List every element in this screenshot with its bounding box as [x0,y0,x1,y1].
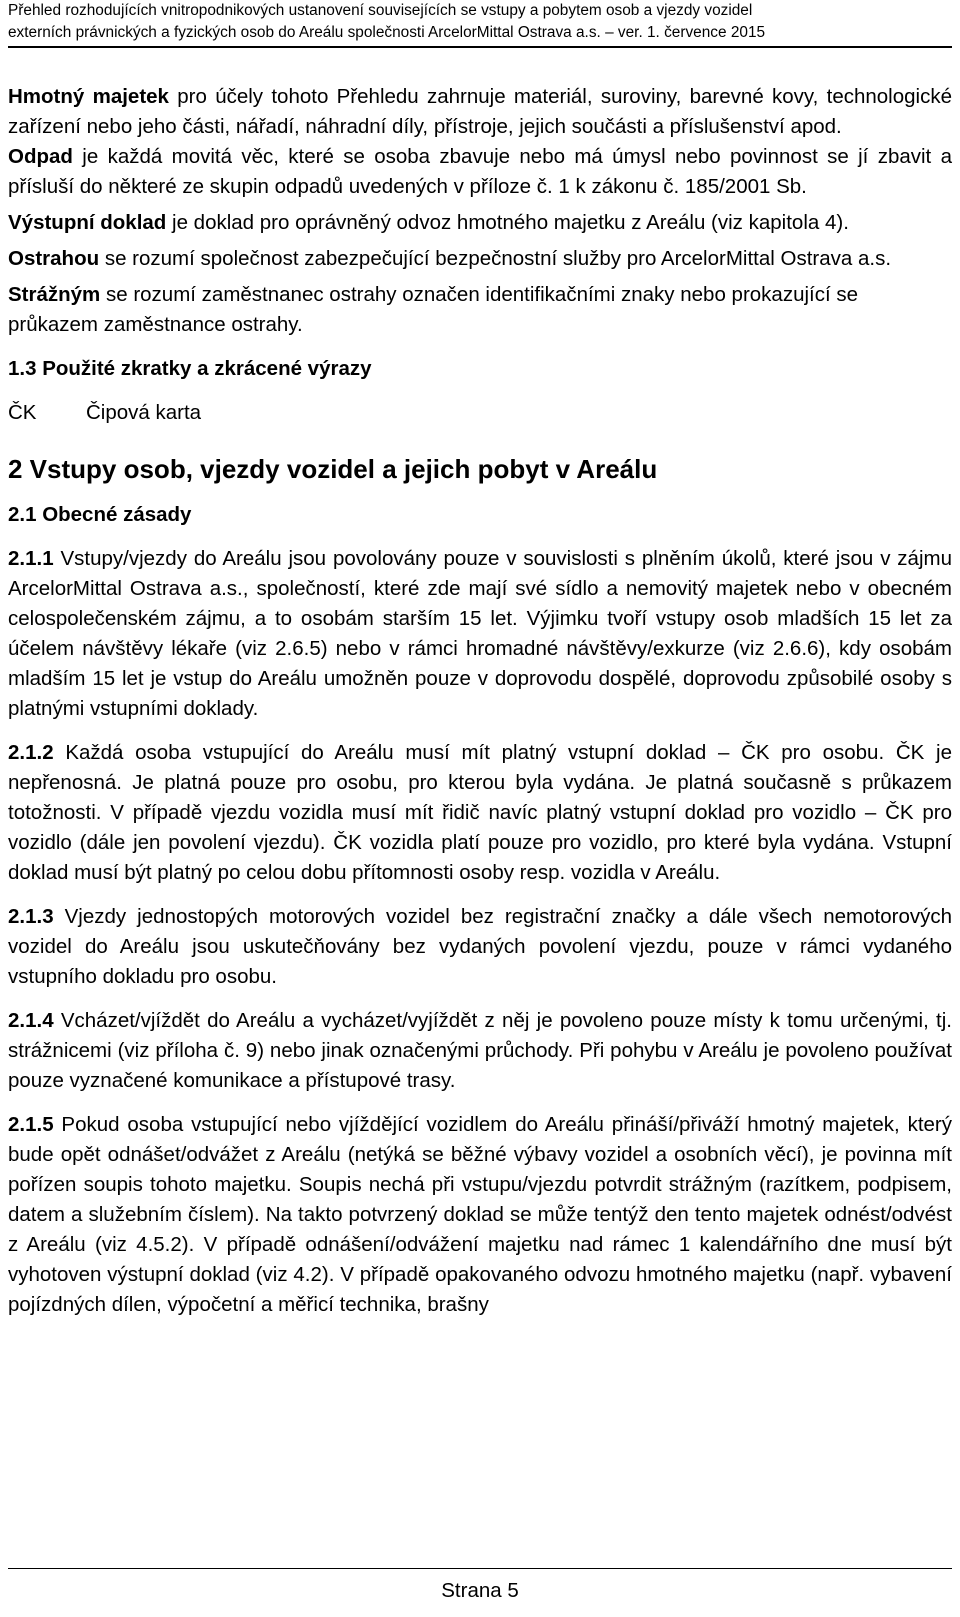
definition-text: je doklad pro oprávněný odvoz hmotného majetku z Areálu (viz kapitola 4). [166,211,849,234]
definition-term: Hmotný majetek [8,85,169,108]
paragraph-2-1-5 [8,1110,952,1320]
abbreviation-row [8,398,952,428]
paragraph-number: 2.1.3 [8,905,54,928]
definition-term: Výstupní doklad [8,211,167,234]
section-1-3-heading: 1.3 Použité zkratky a zkrácené výrazy [8,357,372,380]
section-2-1-heading: 2.1 Obecné zásady [8,503,192,526]
paragraph-text: Vjezdy jednostopých motorových vozidel bez registrační značky a dále všech nemotorových vozidel do Areálu jsou uskutečňovány bez vydaných povolení vjezdu, pouze v rámci vydaného vstupního dokladu pro osobu. [8,905,952,988]
definition-term: Odpad [8,145,73,168]
definition-odpad [8,142,952,202]
definition-text: pro účely tohoto Přehledu zahrnuje materiál, suroviny, barevné kovy, technologické zařízení nebo jeho části, nářadí, náhradní díly, přístroje, jejich součásti a příslušenství apod. [8,85,952,138]
definition-text: je každá movitá věc, které se osoba zbavuje nebo má úmysl nebo povinnost se jí zbavit a přísluší do některé ze skupin odpadů uvedených v příloze č. 1 k zákonu č. 185/2001 Sb. [8,145,952,198]
abbreviation-key: ČK [8,401,37,424]
page-number: Strana 5 [441,1579,519,1602]
paragraph-text: Vcházet/vjíždět do Areálu a vycházet/vyjíždět z něj je povoleno pouze místy k tomu určenými, tj. strážnicemi (viz příloha č. 9) nebo jinak označenými průchody. Při pohybu v Areálu je povoleno používat pouze vyznačené komunikace a přístupové trasy. [8,1009,952,1092]
header-line-2: externích právnických a fyzických osob do Areálu společnosti ArcelorMittal Ostrava a.s. – ver. 1. července 2015 [8,24,766,41]
document-body [8,82,952,1320]
definition-term: Ostrahou [8,247,100,270]
definition-strazny [8,280,952,340]
definition-term: Strážným [8,283,101,306]
paragraph-text: Každá osoba vstupující do Areálu musí mít platný vstupní doklad – ČK pro osobu. ČK je nepřenosná. Je platná pouze pro osobu, pro kterou byla vydána. Je platná současně s průkazem totožnosti. V případě vjezdu vozidla musí mít řidič navíc platný vstupní doklad pro vozidlo – ČK pro vozidlo (dále jen povolení vjezdu). ČK vozidla platí pouze pro vozidlo, pro které byla vydána. Vstupní doklad musí být platný po celou dobu přítomnosti osoby resp. vozidla v Areálu. [8,741,952,884]
definition-hmotny-majetek [8,82,952,142]
paragraph-number: 2.1.4 [8,1009,54,1032]
chapter-2-heading: 2 Vstupy osob, vjezdy vozidel a jejich pobyt v Areálu [8,454,658,484]
header-line-1: Přehled rozhodujících vnitropodnikových ustanovení souvisejících se vstupy a pobytem osob a vjezdy vozidel [8,2,753,19]
footer-rule [8,1568,952,1569]
definition-text: se rozumí společnost zabezpečující bezpečnostní služby pro ArcelorMittal Ostrava a.s. [99,247,892,270]
abbreviation-value: Čipová karta [86,401,202,424]
paragraph-text: Pokud osoba vstupující nebo vjíždějící vozidlem do Areálu přináší/přiváží hmotný majetek, který bude opět odnášet/odvážet z Areálu (netýká se běžné výbavy vozidel a osobních věcí), je povinna mít pořízen soupis tohoto majetku. Soupis nechá při vstupu/vjezdu potvrdit strážným (razítkem, podpisem, datem a služebním číslem). Na takto potvrzený doklad se může tentýž den tento majetek odnést/odvést z Areálu (viz 4.5.2). V případě odnášení/odvážení majetku nad rámec 1 kalendářního dne musí být vyhotoven výstupní doklad (viz 4.2). V případě opakovaného odvozu hmotného majetku (např. vybavení pojízdných dílen, výpočetní a měřicí technika, brašny [8,1113,952,1316]
definition-text: se rozumí zaměstnanec ostrahy označen identifikačními znaky nebo prokazující se průkazem zaměstnance ostrahy. [8,283,859,336]
paragraph-2-1-2 [8,738,952,888]
paragraph-number: 2.1.1 [8,547,54,570]
header-rule [8,46,952,48]
paragraph-2-1-1 [8,544,952,724]
paragraph-number: 2.1.5 [8,1113,54,1136]
definition-ostraha [8,244,952,274]
definition-vystupni-doklad [8,208,952,238]
paragraph-number: 2.1.2 [8,741,54,764]
page-header [8,0,952,44]
paragraph-text: Vstupy/vjezdy do Areálu jsou povolovány pouze v souvislosti s plněním úkolů, které jsou v zájmu ArcelorMittal Ostrava a.s., společností, které zde mají své sídlo a nemovitý majetek nebo v obecném celospolečenském zájmu, a to osobám starším 15 let. Výjimku tvoří vstupy osob mladších 15 let za účelem návštěvy lékaře (viz 2.6.5) nebo v rámci hromadné návštěvy/exkurze (viz 2.6.6), kdy osobám mladším 15 let je vstup do Areálu umožněn pouze v doprovodu dospělé, doprovodu způsobilé osoby s platnými vstupními doklady. [8,547,952,720]
paragraph-2-1-4 [8,1006,952,1096]
paragraph-2-1-3 [8,902,952,992]
